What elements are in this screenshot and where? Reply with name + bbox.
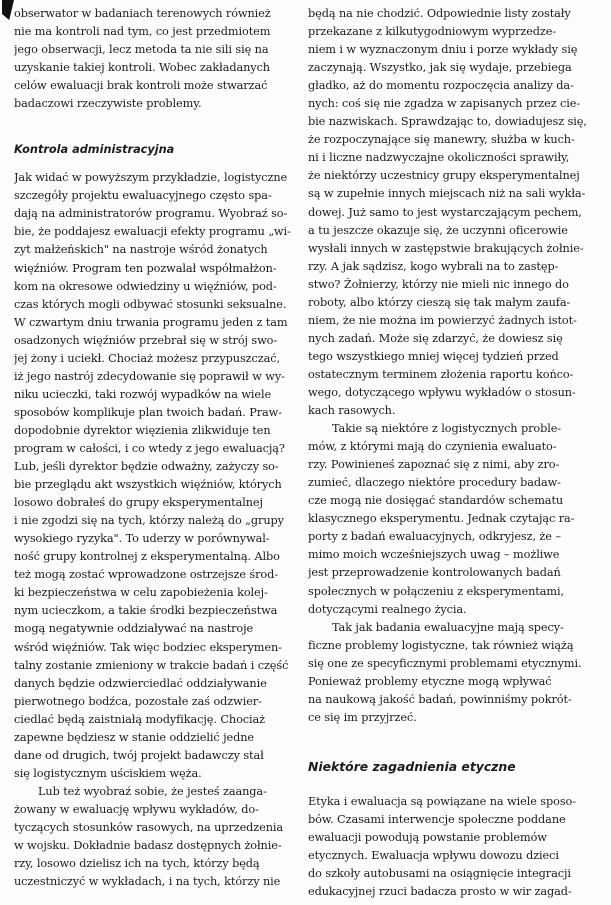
administrative-control-paragraph [14,169,297,783]
text-line: bów. Czasami interwencje społeczne poddane [308,812,566,826]
text-line: tyczących stosunków rasowych, na uprzedzenia [14,820,284,834]
text-line: klasycznego eksperymentu. Jednak czytając ra- [308,512,575,526]
text-line: więźniów. Program ten pozwalał współmałżon- [14,261,277,275]
text-line: szczegóły projektu ewaluacyjnego często spa- [14,189,272,203]
text-line: roboty, albo którzy cieszą się tak małym zaufa- [308,295,571,309]
section-heading: Niektóre zagadnienia etyczne [308,758,516,774]
text-line: że rozpoczynające się manewry, służba w kuch- [308,133,575,147]
text-line: Ponieważ problemy etyczne mogą wpływać [308,674,552,688]
text-line: stwo? Żołnierzy, którzy nie mieli nic innego do [308,277,569,291]
text-line: wego, dotyczącego wpływu wykładów o stosun- [308,385,576,399]
text-line: Etyka i ewaluacja są powiązane na wiele sposo- [308,794,576,808]
text-line: gładko, aż do momentu rozpoczęcia analizy da- [308,79,574,93]
text-line: niku ucieczki, taki rozwój wypadków na wiele [14,387,272,401]
text-line: program w całości, i co wtedy z jego ewaluacją? [14,441,285,455]
text-line: sposobów komplikuje plan twoich badań. Praw- [14,405,282,419]
text-line: uczestniczyć w wykładach, i na tych, którzy nie [14,875,281,889]
text-line: ciedlać będą zaistniałą modyfikację. Chociaż [14,712,265,726]
text-line: mogą negatywnie oddziaływać na nastroje [14,622,254,636]
text-line: osadzonych więźniów przebrał się w strój swo- [14,333,278,347]
text-line: Lub, jeśli dyrektor będzie odważny, zażyczy so- [14,460,279,474]
text-line: się logistycznym uściskiem węża. [14,766,202,780]
text-line: dają na administratorów programu. Wyobraź so- [14,207,288,221]
text-line: talny zostanie zmieniony w trakcie badań i część [14,658,289,672]
continuation-paragraph [308,5,594,420]
logistics-problems-paragraph [308,420,594,619]
text-line: dowej. Już samo to jest wystarczającym pechem, [308,205,582,219]
text-line: ki bezpieczeństwa w celu zapobieżenia kolej- [14,586,268,600]
text-line: mów, z którymi mają do czynienia ewaluato- [308,440,557,454]
subsection-heading: Kontrola administracyjna [14,143,175,157]
text-line: i nie zgodzi się na tych, którzy należą do „grupy [14,514,284,528]
text-line: edukacyjnej rzuci badacza prosto w wir zagad- [308,885,572,899]
text-line: wysłali innych w zastępstwie brakujących żołnie- [308,241,584,255]
ethics-section-paragraph [308,793,594,901]
text-line: jego obserwacji, lecz metoda ta nie sili się na [14,43,269,57]
text-line: Lub też wyobraź sobie, że jesteś zaanga- [38,784,267,798]
right-column [308,0,594,901]
text-line: mimo moich wcześniejszych uwag – możliwe [308,548,560,562]
text-line: bie nazwiskach. Sprawdzając to, dowiadujesz się, [308,115,587,129]
text-line: a tu jeszcze okazuje się, że uczynni oficerowie [308,223,568,237]
text-line: cze mogą nie dosięgać standardów schematu [308,494,564,508]
text-line: nych: coś się nie zgadza w zapisanych przez cie- [308,97,581,111]
text-line: ficzne problemy logistyczne, tak również wiążą [308,638,574,652]
text-line: zumieć, dlaczego niektóre procedury badaw- [308,476,561,490]
text-line: czas których mogli odbywać stosunki seksualne. [14,297,287,311]
text-line: ność grupy kontrolnej z eksperymentalną. Albo [14,550,280,564]
text-line: rzy. A jak sądzisz, kogo wybrali na to zastęp- [308,259,559,273]
text-line: W czwartym dniu trwania programu jeden z tam [14,315,288,329]
text-line: bie przeglądu akt wszystkich więźniów, których [14,478,282,492]
text-line: ni i liczne nadzwyczajne okoliczności sprawiły, [308,151,570,165]
text-line: nie ma kontroli nad tym, co jest przedmiotem [14,25,271,39]
text-line: rzy. Powinieneś zapoznać się z nimi, aby zro- [308,458,560,472]
intro-paragraph [14,5,297,113]
text-line: jest przeprowadzenie kontrolowanych badań [308,566,561,580]
text-line: tego wszystkiego mniej więcej tydzień przed [308,349,559,363]
text-line: nych zadań. Może się zdarzyć, że dowiesz się [308,331,563,345]
text-line: losowo dobrałeś do grupy eksperymentalnej [14,496,263,510]
text-line: się one ze specyficznymi problemami etycznymi. [308,656,582,670]
text-line: zaczynają. Wszystko, jak się wydaje, przebiega [308,61,572,75]
text-line: iż jego nastrój zdecydowanie się poprawił w wy- [14,369,285,383]
text-line: Tak jak badania ewaluacyjne mają specy- [332,620,564,634]
text-line: Takie są niektóre z logistycznych proble- [332,422,562,436]
text-line: żowany w ewaluację wpływu wykładów, do- [14,802,259,816]
text-line: wysokiego ryzyka". To uderzy w porównywal- [14,532,270,546]
text-line: Jak widać w powyższym przykładzie, logistyczne [14,171,288,185]
text-line: celów ewaluacji brak kontroli może stwarzać [14,79,268,93]
text-line: ewaluacji powodują powstanie problemów [308,830,547,844]
text-line: niem, że nie można im powierzyć żadnych istot- [308,313,577,327]
text-line: nym ucieczkom, a takie środki bezpieczeństwa [14,604,278,618]
text-line: jej żony i uciekł. Chociaż możesz przypuszczać, [14,351,280,365]
text-line: niem i w wyznaczonym dniu i porze wykłady się [308,43,578,57]
text-line: pierwotnego bodźca, pozostałe zaś odzwier- [14,694,262,708]
text-line: ostatecznym terminem złożenia raportu końco- [308,367,574,381]
text-line: kach rasowych. [308,404,396,418]
text-line: dopodobnie dyrektor więzienia zlikwiduje ten [14,423,271,437]
text-line: będą na nie chodzić. Odpowiednie listy zostały [308,7,571,20]
text-line: wśród więźniów. Tak więc bodziec eksperymen- [14,640,282,654]
ethics-intro-paragraph [308,619,594,727]
text-line: obserwator w badaniach terenowych również [14,7,271,20]
text-line: uzyskanie takiej kontroli. Wobec zakładanych [14,61,270,75]
text-line: na naukową jakość badań, powinniśmy pokrót- [308,692,572,706]
left-column [14,0,297,891]
text-line: rzy, losowo dzielisz ich na tych, którzy będą [14,857,260,871]
text-line: badaczowi rzeczywiste problemy. [14,97,202,111]
text-line: są w zupełnie innych miejscach niż na sali wykła- [308,187,586,201]
text-line: też mogą zostać wprowadzone ostrzejsze środ- [14,568,278,582]
text-line: etycznych. Ewaluacja wpływu dowozu dzieci [308,849,559,863]
text-line: w wojsku. Dokładnie badasz dostępnych żołnie- [14,839,282,853]
text-line: danych będzie odzwierciedlać oddziaływanie [14,676,267,690]
text-line: zapewne będziesz w stanie oddzielić jedne [14,730,255,744]
text-line: zyt małżeńskich" na nastroje wśród żonatych [14,243,268,257]
text-line: porty z badań ewaluacyjnych, odkryjesz, że – [308,530,561,544]
text-line: do szkoły autobusami na osiągnięcie integracji [308,867,571,881]
corner-mark [2,0,14,20]
text-line: dotyczącymi realnego życia. [308,602,467,616]
text-line: przekazane z kilkutygodniowym wyprzedze- [308,25,557,39]
text-line: że niektórzy uczestnicy grupy eksperymentalnej [308,169,580,183]
text-line: kom na okresowe odwiedziny u więźniów, pod- [14,279,277,293]
text-line: ce się im przyjrzeć. [308,710,417,724]
text-line: społecznych w połączeniu z eksperymentami, [308,584,564,598]
text-line: dane od drugich, twój projekt badawczy stał [14,748,264,762]
military-example-paragraph [14,783,297,891]
text-line: bie, że poddajesz ewaluacji efekty programu „wi- [14,225,291,239]
